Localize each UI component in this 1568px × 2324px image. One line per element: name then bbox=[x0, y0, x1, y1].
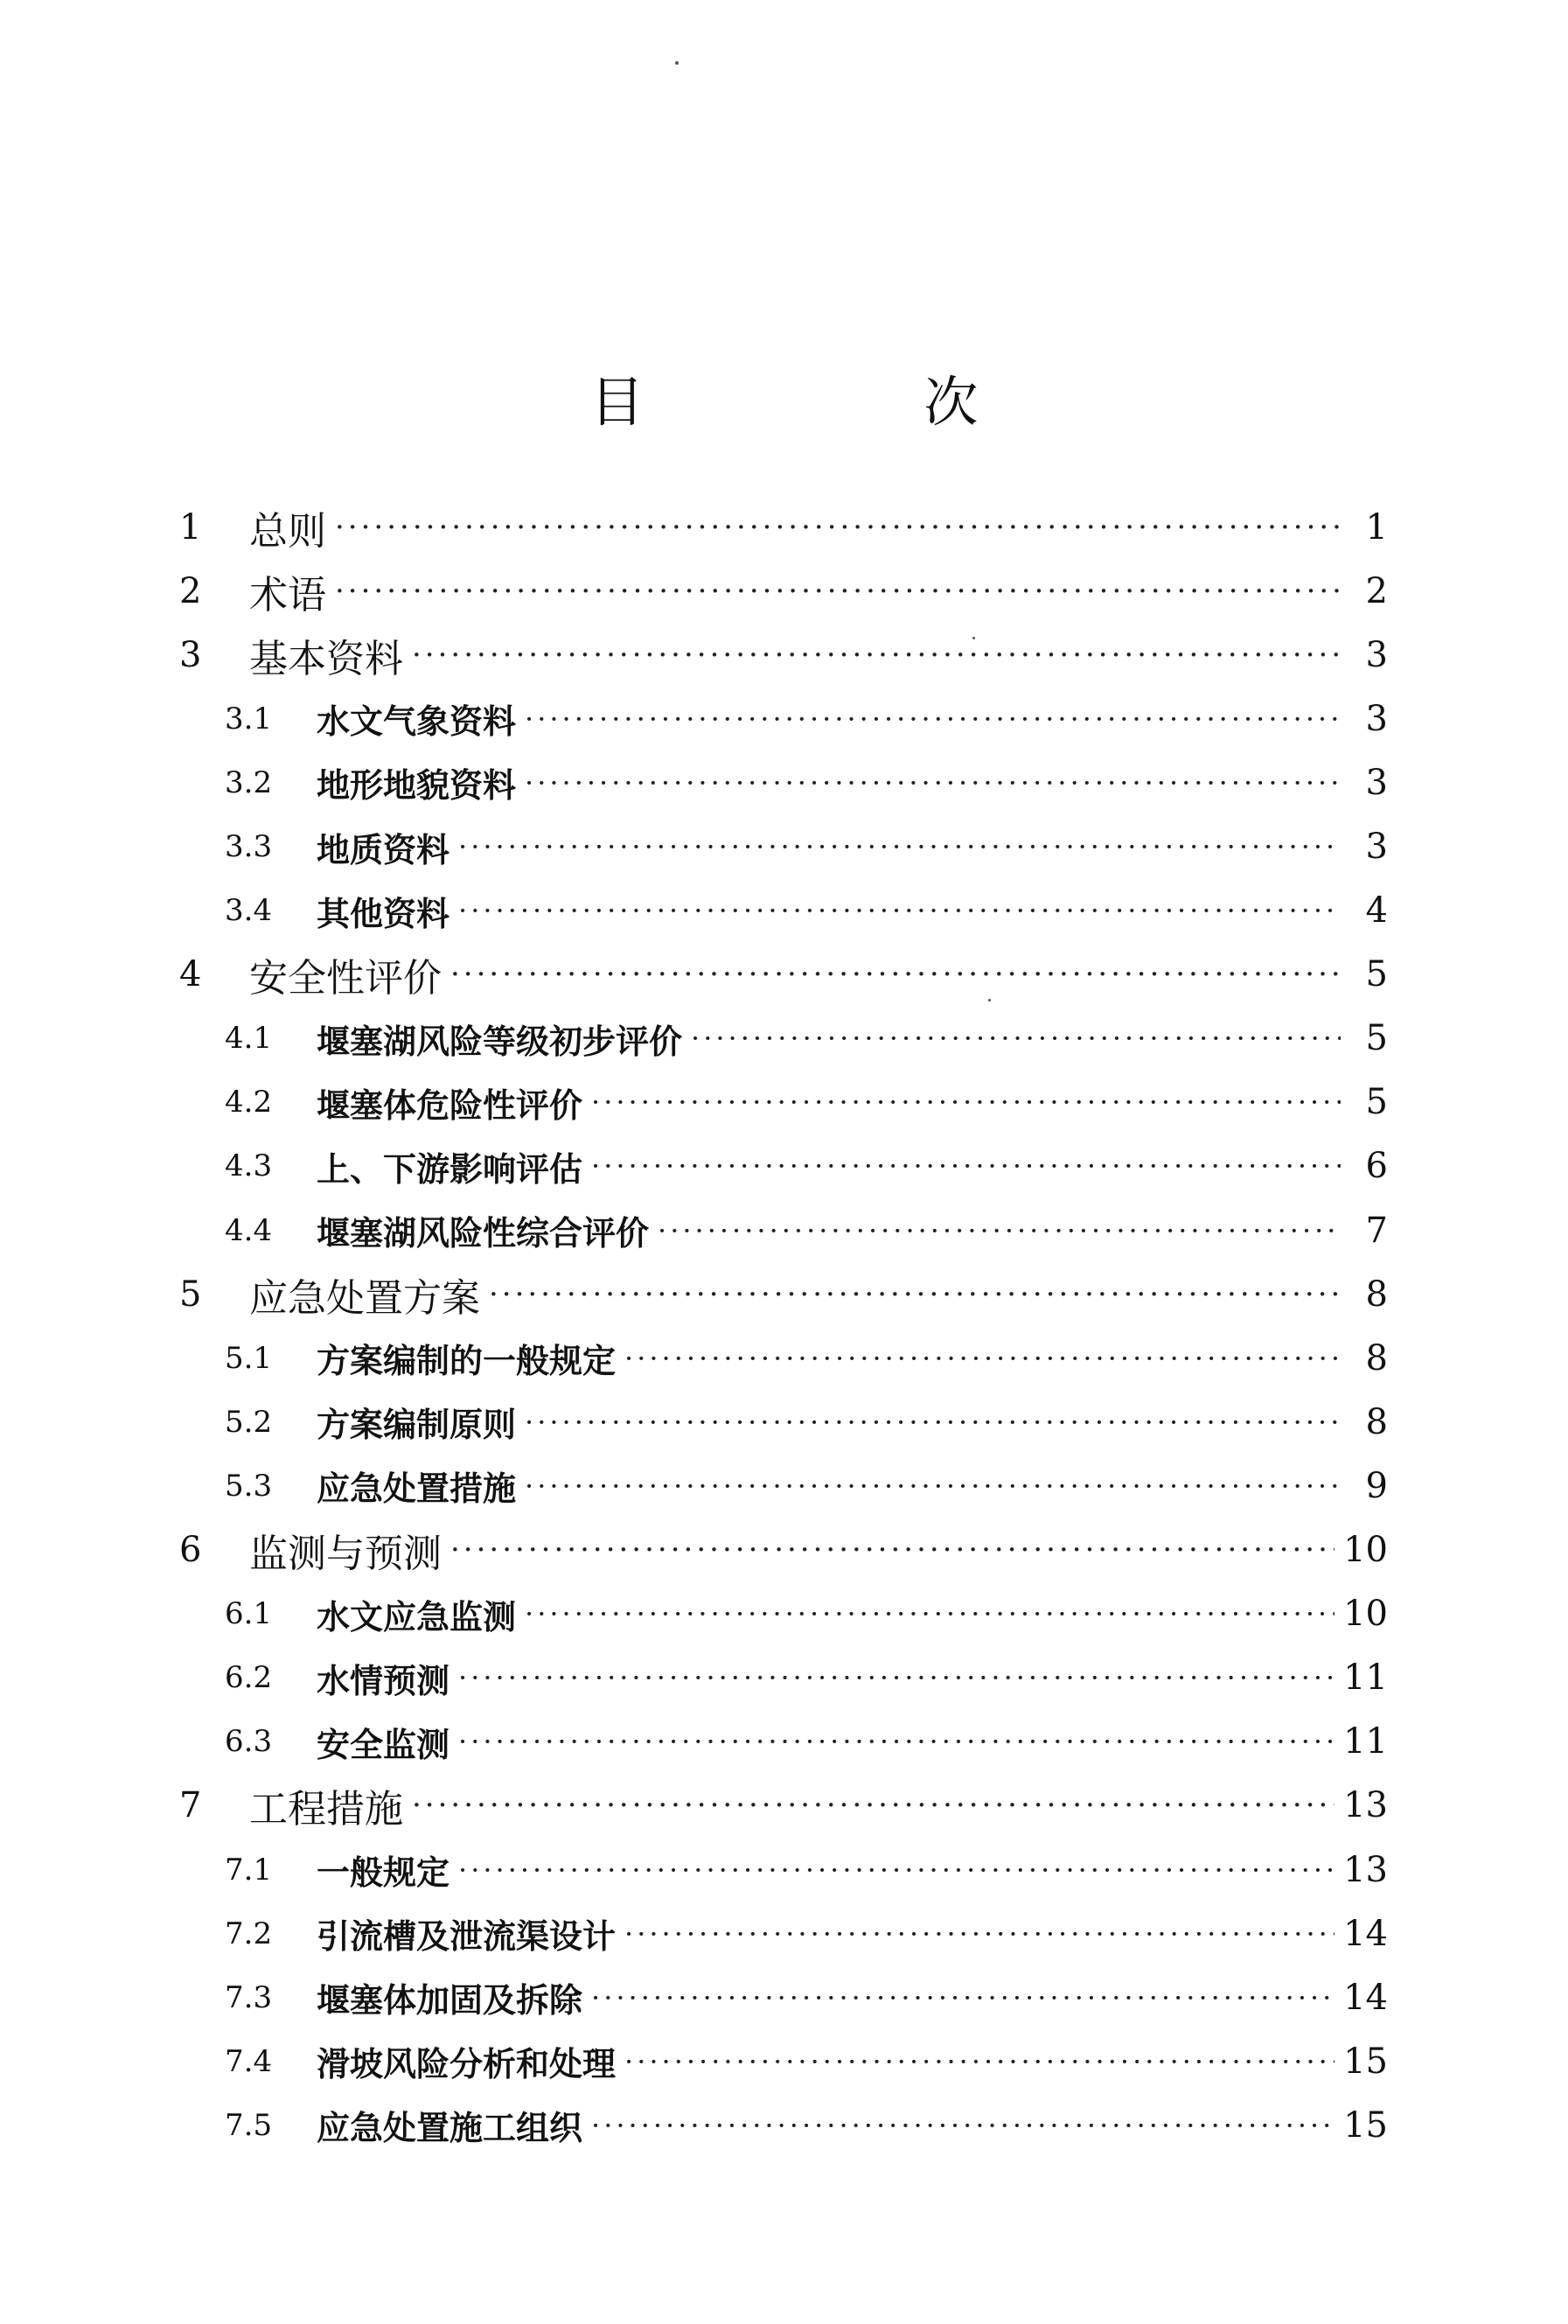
dot-leader bbox=[624, 1342, 1341, 1375]
toc-section-entry[interactable] bbox=[179, 1710, 1388, 1774]
dot-leader bbox=[458, 1661, 1335, 1694]
toc-entry-page-number: 11 bbox=[1343, 1658, 1388, 1699]
toc-entry-page-number: 13 bbox=[1343, 1849, 1388, 1890]
toc-entry-number: 7.3 bbox=[225, 1979, 273, 2015]
toc-entry-page-number: 8 bbox=[1365, 1274, 1388, 1315]
dot-leader bbox=[458, 1725, 1335, 1758]
toc-entry-number: 1 bbox=[179, 506, 202, 548]
toc-section-entry[interactable] bbox=[179, 1902, 1388, 1965]
toc-entry-number: 3.1 bbox=[225, 701, 273, 736]
toc-chapter-entry[interactable] bbox=[179, 623, 1388, 687]
toc-entry-title: 应急处置措施 bbox=[317, 1469, 517, 1509]
toc-entry-page-number: 9 bbox=[1365, 1465, 1388, 1506]
toc-entry-page-number: 14 bbox=[1343, 1977, 1388, 2018]
toc-entry-page-number: 8 bbox=[1365, 1337, 1388, 1378]
dot-leader bbox=[412, 1788, 1335, 1823]
toc-entry-title: 方案编制原则 bbox=[317, 1406, 517, 1445]
toc-entry-page-number: 14 bbox=[1343, 1913, 1388, 1954]
toc-entry-title: 堰塞湖风险等级初步评价 bbox=[317, 1022, 683, 1061]
toc-entry-page-number: 3 bbox=[1365, 698, 1388, 739]
toc-entry-number: 7.2 bbox=[225, 1916, 273, 1951]
dot-leader bbox=[525, 1597, 1335, 1630]
toc-entry-number: 7.4 bbox=[225, 2043, 273, 2079]
toc-entry-number: 7.1 bbox=[225, 1852, 273, 1888]
toc-chapter-entry[interactable] bbox=[179, 1262, 1388, 1326]
toc-entry-page-number: 10 bbox=[1343, 1530, 1388, 1571]
toc-entry-page-number: 6 bbox=[1365, 1146, 1388, 1187]
toc-entry-title: 术语 bbox=[249, 572, 326, 618]
toc-section-entry[interactable] bbox=[179, 2093, 1388, 2157]
toc-section-entry[interactable] bbox=[179, 750, 1388, 814]
toc-entry-title: 应急处置施工组织 bbox=[317, 2109, 583, 2148]
toc-entry-title: 基本资料 bbox=[249, 636, 403, 681]
toc-entry-title: 水文应急监测 bbox=[317, 1597, 517, 1637]
toc-entry-page-number: 3 bbox=[1365, 762, 1388, 803]
toc-section-entry[interactable] bbox=[179, 2029, 1388, 2093]
toc-entry-number: 3.3 bbox=[225, 829, 273, 865]
toc-section-entry[interactable] bbox=[179, 879, 1388, 943]
toc-chapter-entry[interactable] bbox=[179, 559, 1388, 623]
toc-entry-title: 总则 bbox=[249, 508, 326, 554]
toc-section-entry[interactable] bbox=[179, 1198, 1388, 1262]
toc-entry-number: 4.4 bbox=[225, 1212, 273, 1248]
toc-entry-title: 堰塞体危险性评价 bbox=[317, 1085, 583, 1125]
dot-leader bbox=[624, 2045, 1335, 2078]
toc-entry-title: 工程措施 bbox=[249, 1787, 403, 1832]
dot-leader bbox=[658, 1214, 1341, 1247]
toc-entry-page-number: 13 bbox=[1343, 1785, 1388, 1826]
dot-leader bbox=[591, 1085, 1341, 1119]
dot-leader bbox=[450, 957, 1341, 992]
toc-entry-number: 7 bbox=[179, 1785, 202, 1826]
toc-entry-page-number: 1 bbox=[1365, 506, 1388, 548]
toc-section-entry[interactable] bbox=[179, 814, 1388, 878]
toc-entry-number: 4.2 bbox=[225, 1085, 273, 1120]
toc-section-entry[interactable] bbox=[179, 1326, 1388, 1390]
toc-section-entry[interactable] bbox=[179, 1582, 1388, 1646]
toc-entry-title: 应急处置方案 bbox=[249, 1275, 480, 1321]
toc-entry-page-number: 5 bbox=[1365, 1018, 1388, 1059]
toc-entry-page-number: 10 bbox=[1343, 1594, 1388, 1635]
toc-entry-title: 水文气象资料 bbox=[317, 702, 517, 742]
toc-entry-number: 6.1 bbox=[225, 1596, 273, 1632]
toc-entry-title: 安全性评价 bbox=[249, 956, 442, 1001]
toc-entry-title: 方案编制的一般规定 bbox=[317, 1342, 617, 1381]
toc-section-entry[interactable] bbox=[179, 1007, 1388, 1071]
toc-entry-page-number: 15 bbox=[1343, 2104, 1388, 2146]
toc-entry-number: 4 bbox=[179, 954, 202, 995]
dot-leader bbox=[525, 766, 1341, 799]
toc-entry-number: 6.3 bbox=[225, 1724, 273, 1760]
dot-leader bbox=[458, 1853, 1335, 1887]
dot-leader bbox=[591, 1981, 1335, 2014]
toc-entry-page-number: 3 bbox=[1365, 827, 1388, 868]
toc-section-entry[interactable] bbox=[179, 1071, 1388, 1134]
dot-leader bbox=[591, 1149, 1341, 1183]
toc-section-entry[interactable] bbox=[179, 1838, 1388, 1902]
toc-entry-number: 5 bbox=[179, 1274, 202, 1315]
toc-entry-title: 上、下游影响评估 bbox=[317, 1149, 583, 1189]
toc-entry-page-number: 5 bbox=[1365, 1082, 1388, 1123]
toc-entry-number: 2 bbox=[179, 570, 202, 611]
toc-entry-title: 其他资料 bbox=[317, 894, 450, 933]
dot-leader bbox=[489, 1277, 1341, 1312]
toc-entry-number: 6 bbox=[179, 1530, 202, 1571]
toc-chapter-entry[interactable] bbox=[179, 943, 1388, 1007]
toc-entry-number: 5.2 bbox=[225, 1404, 273, 1440]
toc-entry-title: 监测与预测 bbox=[249, 1532, 442, 1577]
toc-entry-page-number: 2 bbox=[1365, 570, 1388, 611]
toc-entry-number: 3.4 bbox=[225, 893, 273, 929]
toc-entry-title: 滑坡风险分析和处理 bbox=[317, 2045, 617, 2084]
toc-chapter-entry[interactable] bbox=[179, 1518, 1388, 1582]
toc-section-entry[interactable] bbox=[179, 1134, 1388, 1198]
page-title: 目 次 bbox=[589, 369, 1110, 434]
toc-entry-number: 7.5 bbox=[225, 2107, 273, 2143]
dot-leader bbox=[525, 1406, 1341, 1439]
dot-leader bbox=[525, 702, 1341, 736]
toc-entry-title: 水情预测 bbox=[317, 1661, 450, 1700]
toc-entry-page-number: 8 bbox=[1365, 1401, 1388, 1442]
toc-entry-title: 安全监测 bbox=[317, 1725, 450, 1764]
dot-leader bbox=[525, 1469, 1341, 1503]
toc-section-entry[interactable] bbox=[179, 687, 1388, 750]
toc-entry-title: 堰塞湖风险性综合评价 bbox=[317, 1214, 650, 1253]
dot-leader bbox=[412, 638, 1341, 673]
toc-section-entry[interactable] bbox=[179, 1390, 1388, 1454]
toc-entry-number: 4.1 bbox=[225, 1021, 273, 1057]
toc-section-entry[interactable] bbox=[179, 1646, 1388, 1710]
toc-entry-title: 地形地貌资料 bbox=[317, 766, 517, 806]
dot-leader bbox=[458, 830, 1341, 863]
dot-leader bbox=[450, 1532, 1335, 1567]
scan-speck bbox=[675, 61, 679, 65]
toc-entry-number: 5.1 bbox=[225, 1340, 273, 1376]
toc-entry-page-number: 15 bbox=[1343, 2041, 1388, 2082]
toc-section-entry[interactable] bbox=[179, 1965, 1388, 2029]
toc-entry-number: 5.3 bbox=[225, 1468, 273, 1504]
dot-leader bbox=[624, 1917, 1335, 1951]
toc-entry-title: 堰塞体加固及拆除 bbox=[317, 1981, 583, 2020]
table-of-contents bbox=[179, 495, 1388, 2157]
dot-leader bbox=[335, 510, 1341, 545]
toc-entry-number: 6.2 bbox=[225, 1660, 273, 1696]
dot-leader bbox=[458, 894, 1341, 927]
toc-entry-page-number: 11 bbox=[1343, 1721, 1388, 1762]
toc-entry-number: 3 bbox=[179, 634, 202, 675]
toc-entry-page-number: 5 bbox=[1365, 954, 1388, 995]
toc-entry-title: 地质资料 bbox=[317, 830, 450, 869]
toc-entry-page-number: 7 bbox=[1365, 1210, 1388, 1251]
toc-chapter-entry[interactable] bbox=[179, 495, 1388, 559]
toc-chapter-entry[interactable] bbox=[179, 1774, 1388, 1838]
toc-entry-page-number: 4 bbox=[1365, 890, 1388, 932]
toc-entry-page-number: 3 bbox=[1365, 634, 1388, 675]
toc-entry-title: 引流槽及泄流渠设计 bbox=[317, 1917, 617, 1957]
dot-leader bbox=[591, 2109, 1335, 2142]
toc-entry-number: 3.2 bbox=[225, 764, 273, 800]
toc-entry-title: 一般规定 bbox=[317, 1853, 450, 1893]
dot-leader bbox=[691, 1022, 1341, 1055]
toc-section-entry[interactable] bbox=[179, 1454, 1388, 1518]
toc-entry-number: 4.3 bbox=[225, 1148, 273, 1184]
dot-leader bbox=[335, 574, 1341, 609]
